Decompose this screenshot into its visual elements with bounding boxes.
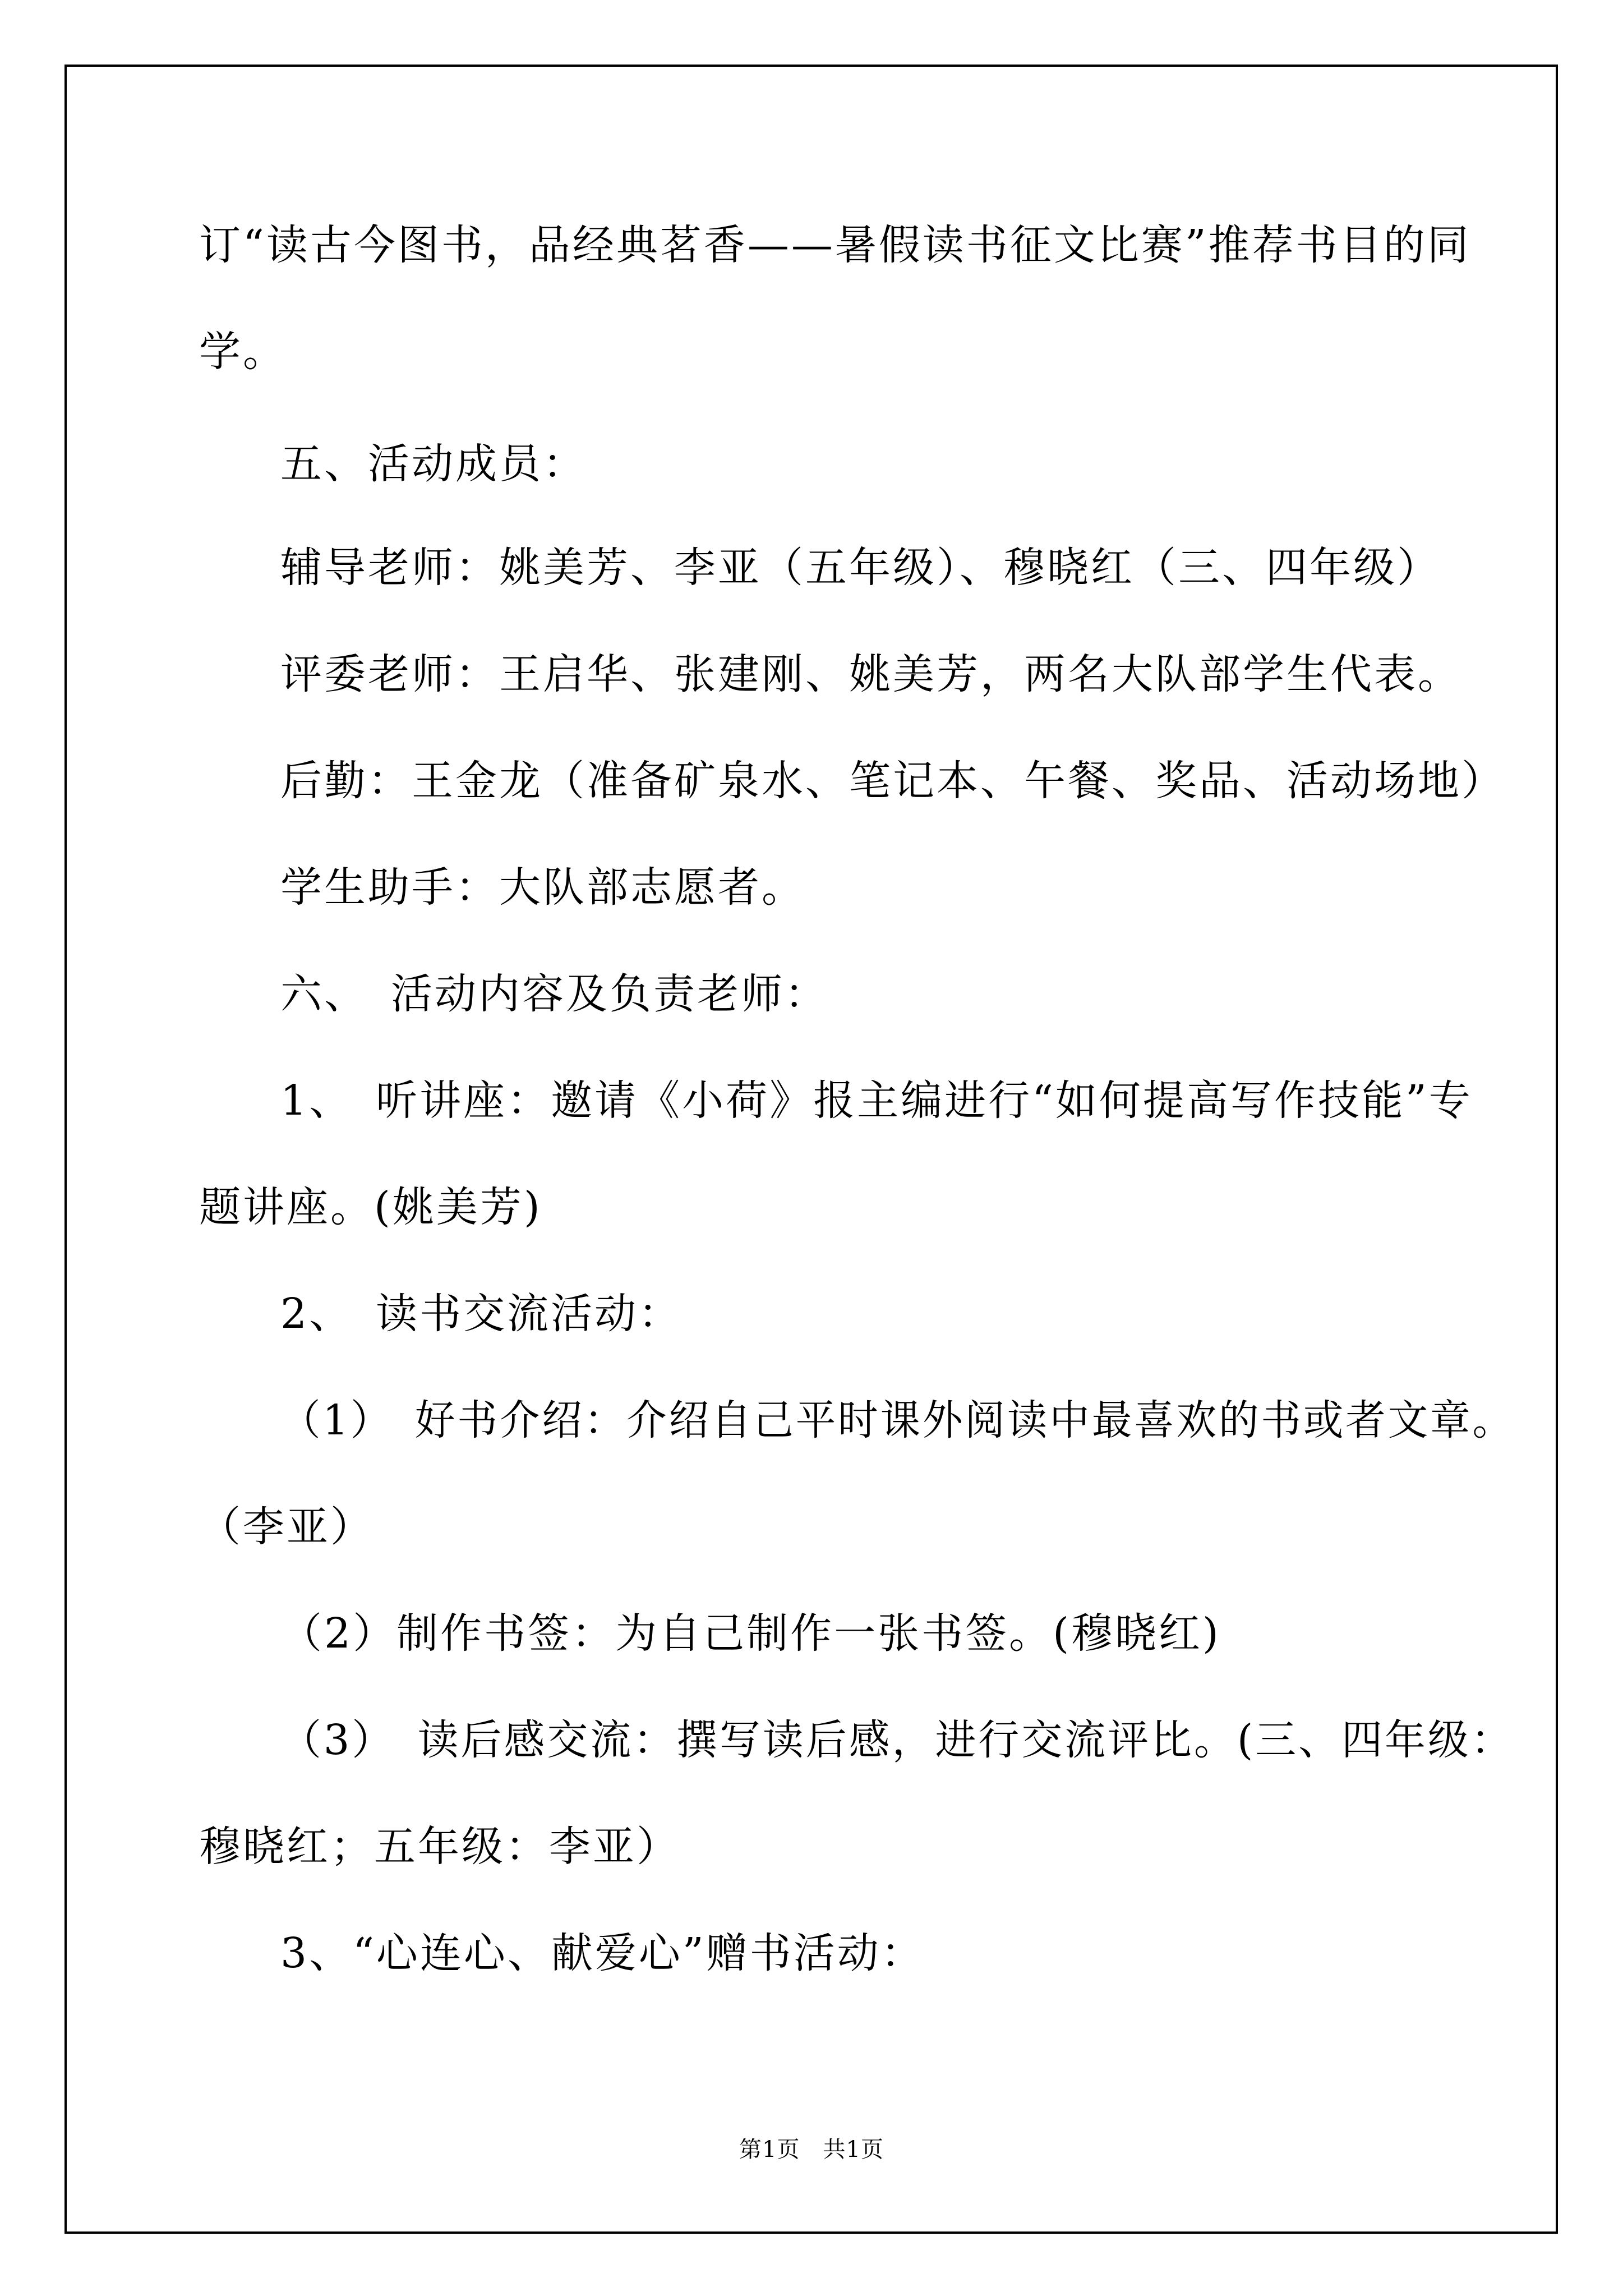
text-line: 3、“心连心、献爱心”赠书活动： [280,1929,925,1977]
text-line: 订“读古今图书，品经典茗香——暑假读书征文比赛”推荐书目的同 [199,221,1471,269]
page-border [64,65,1558,2234]
text-line: 2、 读书交流活动： [280,1290,683,1338]
text-line: 学。 [199,328,287,376]
text-line: （李亚） [199,1503,374,1551]
text-line: （1） 好书介绍：介绍自己平时课外阅读中最喜欢的书或者文章。 [280,1396,1515,1444]
text-line: 题讲座。(姚美芳) [199,1183,542,1231]
text-line: 穆晓红；五年级：李亚） [199,1823,680,1871]
text-line: 辅导老师：姚美芳、李亚（五年级）、穆晓红（三、四年级） [280,544,1441,592]
section-heading: 六、 活动内容及负责老师： [280,970,828,1018]
text-line: （3） 读后感交流：撰写读后感，进行交流评比。(三、四年级： [280,1716,1514,1764]
text-line: 1、 听讲座：邀请《小荷》报主编进行“如何提高写作技能”专 [280,1076,1473,1125]
text-line: 学生助手：大队部志愿者。 [280,863,805,912]
text-line: （2）制作书签：为自己制作一张书签。(穆晓红) [280,1609,1221,1658]
section-heading: 五、活动成员： [280,440,587,488]
text-line: 评委老师：王启华、张建刚、姚美芳，两名大队部学生代表。 [280,650,1461,698]
page-footer: 第1页 共1页 [739,2137,884,2162]
text-line: 后勤：王金龙（准备矿泉水、笔记本、午餐、奖品、活动场地） [280,757,1505,805]
